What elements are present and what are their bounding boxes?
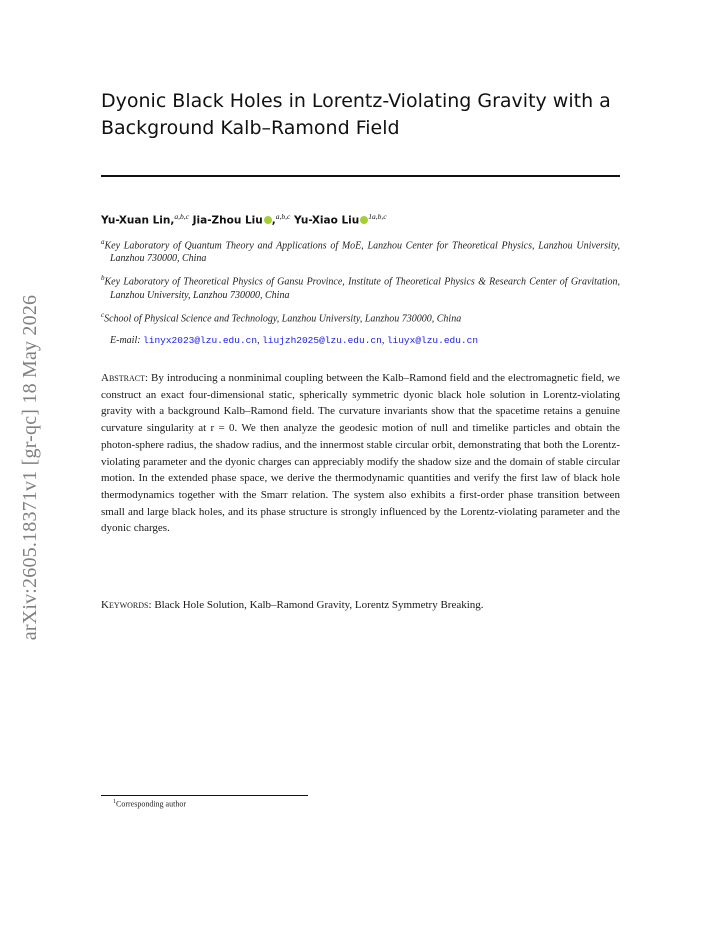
arxiv-watermark (6, 262, 56, 672)
title-rule (101, 175, 620, 177)
author-affil-mark: a,b,c (174, 212, 189, 221)
keywords-text: Black Hole Solution, Kalb–Ramond Gravity, Lorentz Symmetry Breaking. (154, 599, 484, 611)
abstract-label: Abstract: (101, 372, 149, 384)
keywords-label: Keywords: (101, 599, 152, 611)
footnote (113, 799, 186, 809)
email-link[interactable]: liujzh2025@lzu.edu.cn (262, 335, 382, 346)
abstract (101, 370, 620, 537)
keywords (101, 599, 620, 611)
author-list: Yu-Xuan Lin,$^{a,b,c}$ Jia-Zhou Liu ,$^{a,b,c}$ Yu-Xiao Liu $^{1a,b,c}$ (101, 212, 387, 227)
author-name: Yu-Xuan Lin, (101, 214, 175, 227)
author-affil-mark: a,b,c (275, 212, 291, 221)
email-line: E-mail: linyx2023@lzu.edu.cn, liujzh2025@lzu.edu.cn, liuyx@lzu.edu.cn (110, 335, 479, 346)
email-label: E-mail: (110, 335, 141, 346)
email-link[interactable]: liuyx@lzu.edu.cn (386, 335, 479, 346)
affiliation-list (101, 236, 620, 332)
footnote-mark: 1 (113, 799, 116, 805)
abstract-text: By introducing a nonminimal coupling between the Kalb–Ramond field and the electromagnetic field, we construct an exact four-dimensional static, spherically symmetric dyonic black hole solution in Lorentz-violating gravity with a background Kalb–Ramond field. The curvature invariants show that the spacetime retains a genuine curvature singularity at r = 0. We then analyze the geodesic motion of null and timelike particles and obtain the photon-sphere radius, the shadow radius, and the innermost stable circular orbit, demonstrating that both the Lorentz-violating parameter and the dyonic charges can appreciably modify the shadow size and the domain of stable circular motion. In the extended phase space, we derive the thermodynamic quantities and verify the first law of black hole thermodynamics together with the Smarr relation. The system also exhibits a first-order phase transition between small and large black holes, and its phase structure is strongly influenced by the Lorentz-violating parameter and the dyonic charges. (101, 372, 620, 535)
author-name: Yu-Xiao Liu (294, 214, 360, 227)
orcid-icon[interactable] (264, 216, 272, 224)
footnote-rule (101, 795, 308, 796)
author-affil-mark: 1a,b,c (368, 212, 387, 221)
footnote-text: Corresponding author (116, 799, 186, 809)
author-name: Jia-Zhou Liu (192, 214, 263, 227)
paper-title: Dyonic Black Holes in Lorentz-Violating Gravity with a Background Kalb–Ramond Field (101, 90, 611, 139)
affiliation: $^c$School of Physical Science and Technology, Lanzhou University, Lanzhou 730000, China (101, 310, 462, 324)
email-link[interactable]: linyx2023@lzu.edu.cn (143, 335, 258, 346)
affiliation: $^a$Key Laboratory of Quantum Theory and Applications of MoE, Lanzhou Center for Theoretical Physics, Lanzhou University, Lanzhou 730000, China (101, 238, 620, 265)
affiliation: $^b$Key Laboratory of Theoretical Physics of Gansu Province, Institute of Theoretical Physics & Research Center of Gravitation, Lanzhou University, Lanzhou 730000, China (101, 274, 620, 301)
arxiv-id-text: arXiv:2605.18371v1 [gr-qc] 18 May 2026 (19, 294, 42, 640)
